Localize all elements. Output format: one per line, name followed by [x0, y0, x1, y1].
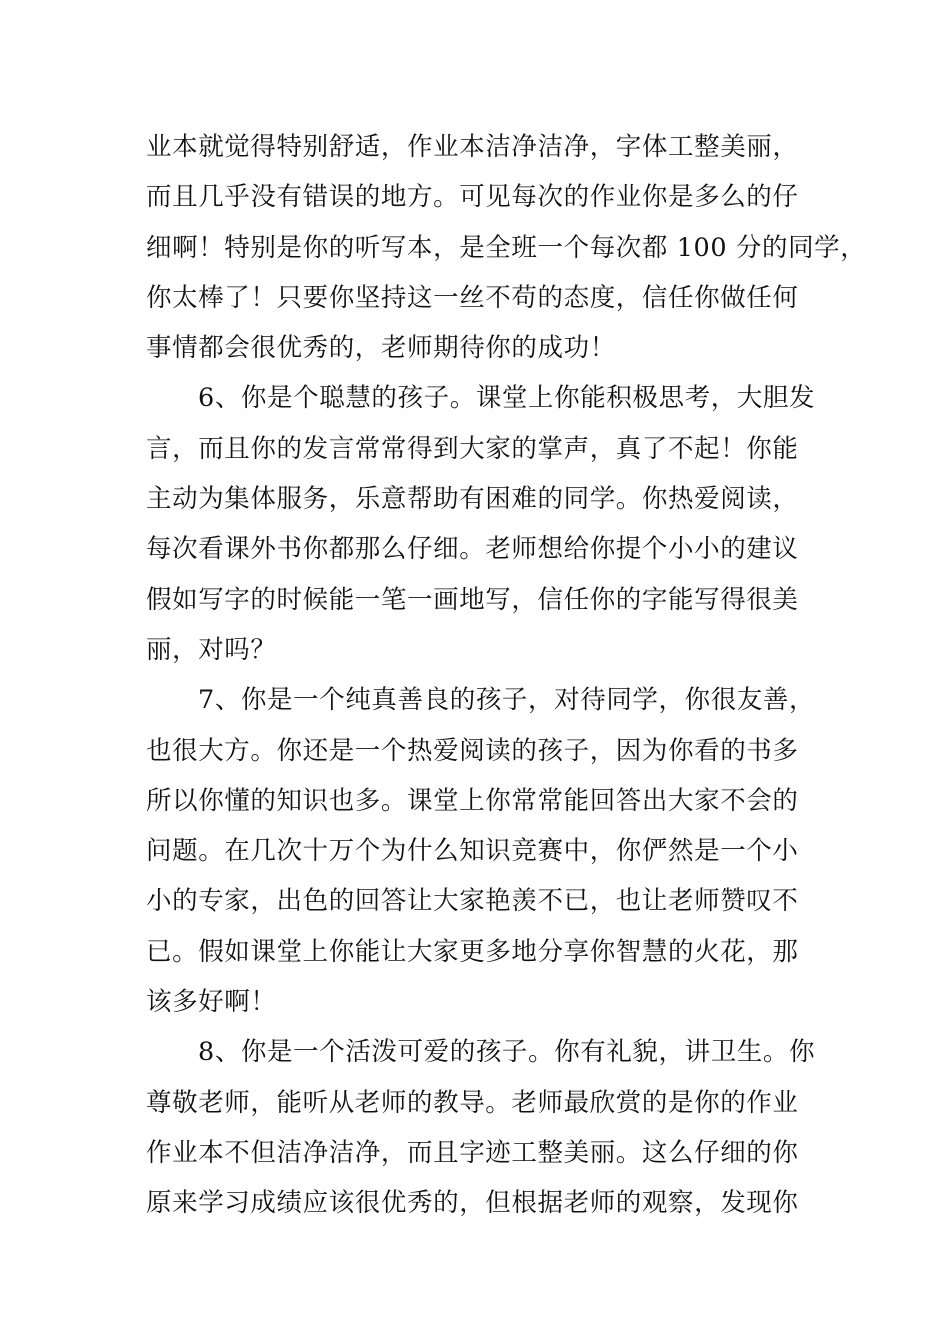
text-line: 也很大方。你还是一个热爱阅读的孩子，因为你看的书多 — [146, 735, 799, 766]
text-line: 该多好啊！ — [146, 987, 277, 1018]
text-line: 问题。在几次十万个为什么知识竞赛中，你俨然是一个小 — [146, 836, 799, 867]
text-line: 已。假如课堂上你能让大家更多地分享你智慧的火花，那 — [146, 936, 799, 967]
paragraph-start-line: 6、你是个聪慧的孩子。课堂上你能积极思考，大胆发 — [198, 383, 816, 414]
text-line: 业本就觉得特别舒适，作业本洁净洁净，字体工整美丽， — [146, 132, 799, 162]
text-line: 作业本不但洁净洁净，而且字迹工整美丽。这么仔细的你 — [146, 1137, 799, 1168]
text-line: 每次看课外书你都那么仔细。老师想给你提个小小的建议 — [146, 534, 799, 565]
text-line: 小的专家，出色的回答让大家艳羡不已，也让老师赞叹不 — [146, 886, 799, 917]
text-line: 事情都会很优秀的，老师期待你的成功！ — [146, 333, 616, 364]
text-line: 尊敬老师，能听从老师的教导。老师最欣赏的是你的作业 — [146, 1087, 799, 1118]
text-line: 言，而且你的发言常常得到大家的掌声，真了不起！你能 — [146, 433, 799, 464]
text-line: 原来学习成绩应该很优秀的，但根据老师的观察，发现你 — [146, 1188, 799, 1219]
text-line: 所以你懂的知识也多。课堂上你常常能回答出大家不会的 — [146, 785, 799, 816]
paragraph-start-line: 7、你是一个纯真善良的孩子，对待同学，你很友善， — [198, 685, 816, 716]
text-line: 假如写字的时候能一笔一画地写，信任你的字能写得很美 — [146, 584, 799, 615]
text-line: 主动为集体服务，乐意帮助有困难的同学。你热爱阅读， — [146, 484, 799, 515]
text-line: 你太棒了！只要你坚持这一丝不苟的态度，信任你做任何 — [146, 282, 799, 313]
text-line: 丽，对吗？ — [146, 634, 277, 665]
body-text — [146, 122, 867, 1229]
text-line: 而且几乎没有错误的地方。可见每次的作业你是多么的仔 — [146, 182, 799, 213]
paragraph-start-line: 8、你是一个活泼可爱的孩子。你有礼貌，讲卫生。你 — [198, 1037, 816, 1068]
text-line: 细啊！特别是你的听写本，是全班一个每次都 100 分的同学， — [146, 232, 867, 263]
